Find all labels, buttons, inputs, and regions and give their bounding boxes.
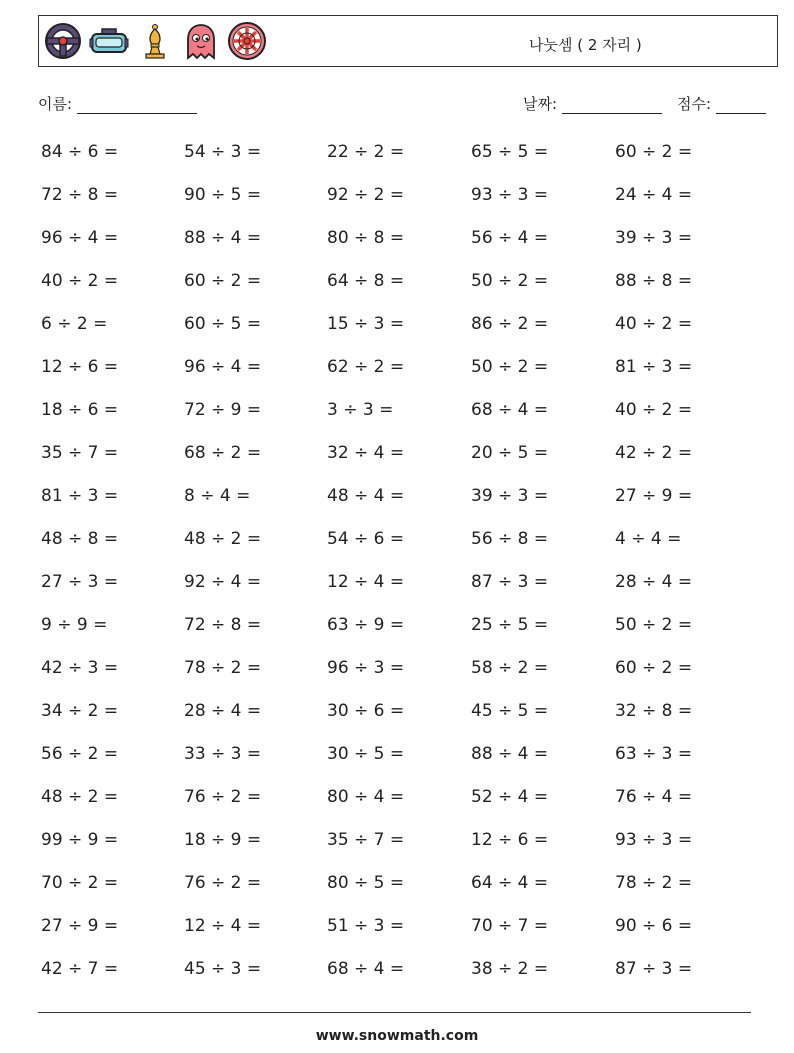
division-problem: 27 ÷ 9 = (41, 916, 119, 936)
division-problem: 38 ÷ 2 = (471, 959, 549, 979)
division-problem: 99 ÷ 9 = (41, 830, 119, 850)
division-problem: 12 ÷ 4 = (184, 916, 262, 936)
division-problem: 63 ÷ 9 = (327, 615, 405, 635)
division-problem: 15 ÷ 3 = (327, 314, 405, 334)
division-problem: 48 ÷ 4 = (327, 486, 405, 506)
score-field[interactable] (677, 93, 766, 114)
division-problem: 50 ÷ 2 = (471, 271, 549, 291)
division-problem: 96 ÷ 4 = (184, 357, 262, 377)
division-problem: 56 ÷ 2 = (41, 744, 119, 764)
division-problem: 90 ÷ 6 = (615, 916, 693, 936)
division-problem: 48 ÷ 8 = (41, 529, 119, 549)
division-problem: 48 ÷ 2 = (41, 787, 119, 807)
chess-bishop-icon (135, 21, 175, 61)
division-problem: 28 ÷ 4 = (615, 572, 693, 592)
division-problem: 51 ÷ 3 = (327, 916, 405, 936)
division-problem: 64 ÷ 4 = (471, 873, 549, 893)
division-problem: 39 ÷ 3 = (471, 486, 549, 506)
division-problem: 96 ÷ 3 = (327, 658, 405, 678)
division-problem: 48 ÷ 2 = (184, 529, 262, 549)
division-problem: 12 ÷ 6 = (41, 357, 119, 377)
division-problem: 86 ÷ 2 = (471, 314, 549, 334)
division-problem: 22 ÷ 2 = (327, 142, 405, 162)
division-problem: 64 ÷ 8 = (327, 271, 405, 291)
division-problem: 76 ÷ 2 = (184, 873, 262, 893)
division-problem: 65 ÷ 5 = (471, 142, 549, 162)
division-problem: 27 ÷ 9 = (615, 486, 693, 506)
division-problem: 68 ÷ 2 = (184, 443, 262, 463)
division-problem: 60 ÷ 2 = (184, 271, 262, 291)
division-problem: 8 ÷ 4 = (184, 486, 251, 506)
division-problem: 28 ÷ 4 = (184, 701, 262, 721)
division-problem: 54 ÷ 6 = (327, 529, 405, 549)
name-label: 이름: (38, 95, 73, 113)
ghost-icon (181, 21, 221, 61)
division-problem: 42 ÷ 3 = (41, 658, 119, 678)
division-problem: 60 ÷ 2 = (615, 658, 693, 678)
division-problem: 68 ÷ 4 = (327, 959, 405, 979)
division-problem: 34 ÷ 2 = (41, 701, 119, 721)
division-problem: 50 ÷ 2 = (471, 357, 549, 377)
division-problem: 68 ÷ 4 = (471, 400, 549, 420)
division-problem: 18 ÷ 6 = (41, 400, 119, 420)
worksheet-title: 나눗셈 ( 2 자리 ) (529, 36, 642, 54)
division-problem: 58 ÷ 2 = (471, 658, 549, 678)
division-problem: 32 ÷ 8 = (615, 701, 693, 721)
division-problem: 92 ÷ 4 = (184, 572, 262, 592)
division-problem: 30 ÷ 5 = (327, 744, 405, 764)
division-problem: 93 ÷ 3 = (471, 185, 549, 205)
division-problem: 92 ÷ 2 = (327, 185, 405, 205)
division-problem: 25 ÷ 5 = (471, 615, 549, 635)
date-field[interactable] (523, 93, 662, 114)
division-problem: 80 ÷ 8 = (327, 228, 405, 248)
division-problem: 9 ÷ 9 = (41, 615, 108, 635)
division-problem: 20 ÷ 5 = (471, 443, 549, 463)
name-field[interactable] (38, 93, 197, 114)
steering-wheel-icon (43, 21, 83, 61)
division-problem: 93 ÷ 3 = (615, 830, 693, 850)
division-problem: 50 ÷ 2 = (615, 615, 693, 635)
division-problem: 42 ÷ 7 = (41, 959, 119, 979)
division-problem: 45 ÷ 3 = (184, 959, 262, 979)
division-problem: 96 ÷ 4 = (41, 228, 119, 248)
division-problem: 12 ÷ 4 = (327, 572, 405, 592)
division-problem: 42 ÷ 2 = (615, 443, 693, 463)
division-problem: 56 ÷ 8 = (471, 529, 549, 549)
division-problem: 45 ÷ 5 = (471, 701, 549, 721)
division-problem: 87 ÷ 3 = (615, 959, 693, 979)
division-problem: 63 ÷ 3 = (615, 744, 693, 764)
division-problem: 3 ÷ 3 = (327, 400, 394, 420)
division-problem: 87 ÷ 3 = (471, 572, 549, 592)
division-problem: 56 ÷ 4 = (471, 228, 549, 248)
division-problem: 54 ÷ 3 = (184, 142, 262, 162)
icon-strip (43, 21, 267, 61)
division-problem: 4 ÷ 4 = (615, 529, 682, 549)
division-problem: 32 ÷ 4 = (327, 443, 405, 463)
division-problem: 72 ÷ 8 = (184, 615, 262, 635)
division-problem: 33 ÷ 3 = (184, 744, 262, 764)
footer-divider (38, 1012, 751, 1013)
division-problem: 6 ÷ 2 = (41, 314, 108, 334)
division-problem: 76 ÷ 4 = (615, 787, 693, 807)
division-problem: 60 ÷ 2 = (615, 142, 693, 162)
division-problem: 39 ÷ 3 = (615, 228, 693, 248)
division-problem: 12 ÷ 6 = (471, 830, 549, 850)
division-problem: 80 ÷ 5 = (327, 873, 405, 893)
division-problem: 18 ÷ 9 = (184, 830, 262, 850)
division-problem: 80 ÷ 4 = (327, 787, 405, 807)
division-problem: 35 ÷ 7 = (327, 830, 405, 850)
division-problem: 78 ÷ 2 = (184, 658, 262, 678)
score-label: 점수: (677, 95, 712, 113)
division-problem: 35 ÷ 7 = (41, 443, 119, 463)
division-problem: 70 ÷ 2 = (41, 873, 119, 893)
dartboard-icon (227, 21, 267, 61)
division-problem: 72 ÷ 8 = (41, 185, 119, 205)
footer-site: www.snowmath.com (315, 1028, 479, 1044)
division-problem: 78 ÷ 2 = (615, 873, 693, 893)
division-problem: 40 ÷ 2 = (615, 400, 693, 420)
division-problem: 40 ÷ 2 = (615, 314, 693, 334)
division-problem: 60 ÷ 5 = (184, 314, 262, 334)
division-problem: 88 ÷ 8 = (615, 271, 693, 291)
division-problem: 24 ÷ 4 = (615, 185, 693, 205)
division-problem: 40 ÷ 2 = (41, 271, 119, 291)
date-blank[interactable] (562, 98, 662, 114)
score-blank[interactable] (716, 98, 766, 114)
division-problem: 90 ÷ 5 = (184, 185, 262, 205)
division-problem: 81 ÷ 3 = (41, 486, 119, 506)
division-problem: 30 ÷ 6 = (327, 701, 405, 721)
division-problem: 52 ÷ 4 = (471, 787, 549, 807)
division-problem: 84 ÷ 6 = (41, 142, 119, 162)
division-problem: 27 ÷ 3 = (41, 572, 119, 592)
division-problem: 62 ÷ 2 = (327, 357, 405, 377)
division-problem: 88 ÷ 4 = (184, 228, 262, 248)
vr-headset-icon (89, 21, 129, 61)
division-problem: 72 ÷ 9 = (184, 400, 262, 420)
worksheet-header (38, 15, 778, 67)
division-problem: 88 ÷ 4 = (471, 744, 549, 764)
name-blank[interactable] (77, 98, 197, 114)
division-problem: 70 ÷ 7 = (471, 916, 549, 936)
date-label: 날짜: (523, 95, 558, 113)
division-problem: 81 ÷ 3 = (615, 357, 693, 377)
division-problem: 76 ÷ 2 = (184, 787, 262, 807)
